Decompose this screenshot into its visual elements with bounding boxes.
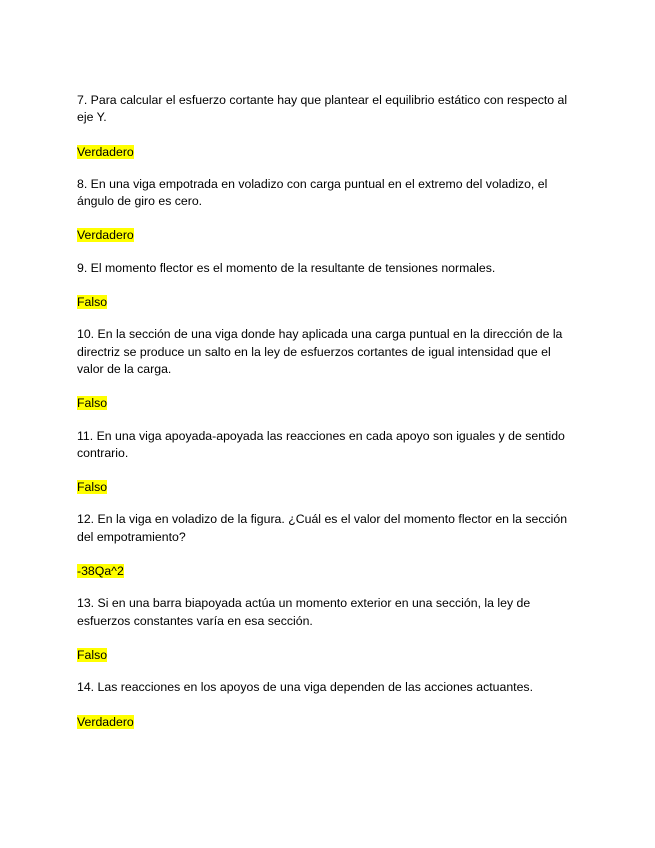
answer-9 bbox=[77, 294, 580, 311]
answer-13-highlight: Falso bbox=[77, 647, 108, 662]
answer-8-highlight: Verdadero bbox=[77, 228, 134, 243]
answer-12 bbox=[77, 563, 580, 580]
answer-13 bbox=[77, 647, 580, 664]
question-9: 9. El momento flector es el momento de la resultante de tensiones normales. bbox=[77, 260, 496, 275]
answer-12-highlight: -38Qa^2 bbox=[77, 564, 124, 579]
answer-11-highlight: Falso bbox=[77, 480, 108, 495]
answer-11 bbox=[77, 479, 580, 496]
question-12: 12. En la viga en voladizo de la figura. ¿Cuál es el valor del momento flector en la sección del empotramiento? bbox=[77, 512, 568, 544]
question-8: 8. En una viga empotrada en voladizo con carga puntual en el extremo del voladizo, el ángulo de giro es cero. bbox=[77, 176, 548, 209]
question-11: 11. En una viga apoyada-apoyada las reacciones en cada apoyo son iguales y de sentido contrario. bbox=[77, 428, 565, 460]
quiz-content bbox=[77, 92, 580, 731]
answer-14-highlight: Verdadero bbox=[77, 714, 134, 729]
question-7: 7. Para calcular el esfuerzo cortante hay que plantear el equilibrio estático con respecto al eje Y. bbox=[77, 93, 568, 125]
answer-14 bbox=[77, 714, 580, 731]
answer-10-highlight: Falso bbox=[77, 396, 108, 411]
question-10: 10. En la sección de una viga donde hay aplicada una carga puntual en la dirección de la directriz se produce un salto en la ley de esfuerzos cortantes de igual intensidad que el valor de la carga. bbox=[77, 327, 563, 376]
answer-8 bbox=[77, 227, 580, 244]
question-13: 13. Si en una barra biapoyada actúa un momento exterior en una sección, la ley de esfuerzos constantes varía en esa sección. bbox=[77, 596, 531, 628]
answer-7 bbox=[77, 144, 580, 161]
answer-7-highlight: Verdadero bbox=[77, 144, 134, 159]
answer-9-highlight: Falso bbox=[77, 295, 108, 310]
question-14: 14. Las reacciones en los apoyos de una viga dependen de las acciones actuantes. bbox=[77, 680, 533, 695]
answer-10 bbox=[77, 395, 580, 412]
